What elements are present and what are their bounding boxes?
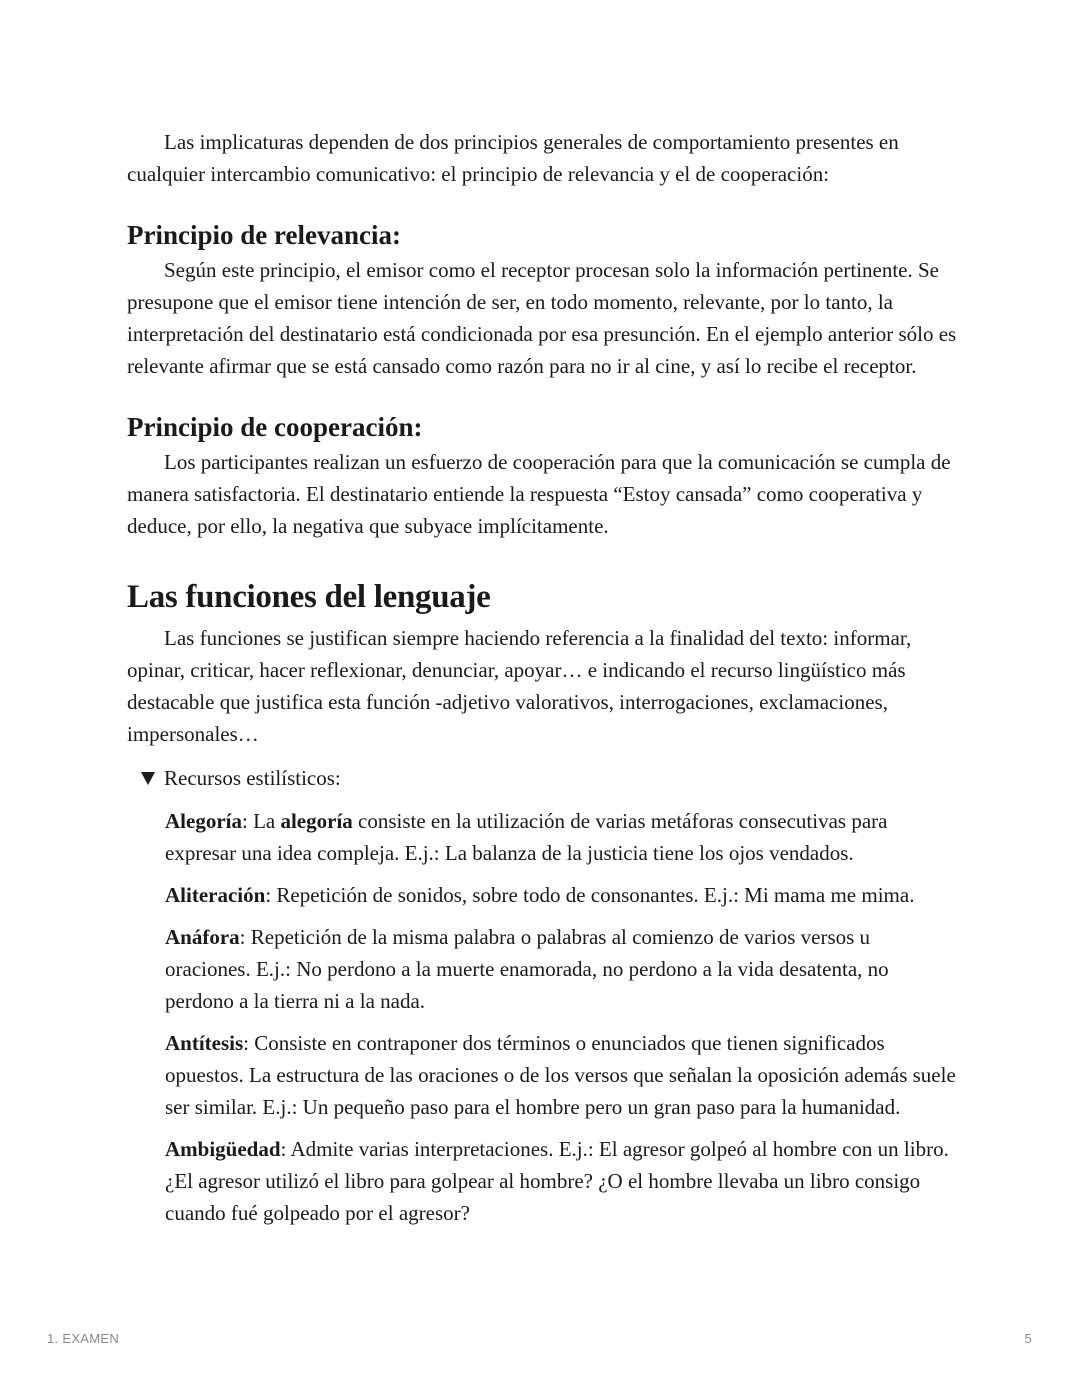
funciones-paragraph: Las funciones se justifican siempre haciendo referencia a la finalidad del texto: informar, opinar, criticar, hacer reflexionar, denunciar, apoyar… e indicando el recurso lingüístico más destacable que justifica esta función -adjetivo valorativos, interrogaciones, exclamaciones, impersonales… — [127, 626, 912, 746]
term-antitesis: Antítesis — [165, 1031, 244, 1055]
recurso-alegoria: Alegoría: La alegoría consiste en la utilización de varias metáforas consecutivas para expresar una idea compleja. E.j.: La balanza de la justicia tiene los ojos vendados. — [165, 809, 888, 865]
term-aliteracion: Aliteración — [165, 883, 266, 907]
recurso-aliteracion: Aliteración: Repetición de sonidos, sobre todo de consonantes. E.j.: Mi mama me mima. — [165, 883, 915, 907]
term-ambiguedad: Ambigüedad — [165, 1137, 281, 1161]
term-alegoria: Alegoría — [165, 809, 242, 833]
cooperacion-paragraph: Los participantes realizan un esfuerzo de cooperación para que la comunicación se cumpla de manera satisfactoria. El destinatario entiende la respuesta “Estoy cansada” como cooperativa y deduce, por ello, la negativa que subyace implícitamente. — [127, 450, 951, 538]
heading-funciones-lenguaje: Las funciones del lenguaje — [127, 579, 491, 615]
heading-principio-relevancia: Principio de relevancia: — [127, 220, 401, 250]
intro-paragraph: Las implicaturas dependen de dos principios generales de comportamiento presentes en cualquier intercambio comunicativo: el principio de relevancia y el de cooperación: — [127, 130, 899, 186]
term-anafora: Anáfora — [165, 925, 240, 949]
recursos-toggle[interactable] — [141, 762, 957, 794]
document-page — [127, 126, 957, 1239]
recurso-anafora: Anáfora: Repetición de la misma palabra o palabras al comienzo de varios versos u oraciones. E.j.: No perdono a la muerte enamorada, no perdono a la vida desatenta, no perdono a la tierra ni a la nada. — [165, 925, 889, 1013]
relevancia-paragraph: Según este principio, el emisor como el receptor procesan solo la información pertinente. Se presupone que el emisor tiene intención de ser, en todo momento, relevante, por lo tanto, la interpretación del destinatario está condicionada por esa presunción. En el ejemplo anterior sólo es relevante afirmar que se está cansado como razón para no ir al cine, y así lo recibe el receptor. — [127, 258, 957, 378]
recurso-antitesis: Antítesis: Consiste en contraponer dos términos o enunciados que tienen significados opuestos. La estructura de las oraciones o de los versos que señalan la oposición además suele ser similar. E.j.: Un pequeño paso para el hombre pero un gran paso para la humanidad. — [165, 1031, 956, 1119]
heading-principio-cooperacion: Principio de cooperación: — [127, 412, 423, 442]
recursos-list — [165, 805, 957, 1229]
recursos-toggle-label: Recursos estilísticos: — [164, 766, 341, 790]
triangle-down-icon[interactable] — [141, 772, 155, 785]
footer-page-number: 5 — [1024, 1331, 1032, 1346]
footer-section-label: 1. EXAMEN — [47, 1331, 120, 1346]
recurso-ambiguedad: Ambigüedad: Admite varias interpretaciones. E.j.: El agresor golpeó al hombre con un libro. ¿El agresor utilizó el libro para golpear al hombre? ¿O el hombre llevaba un libro consigo cuando fué golpeado por el agresor? — [165, 1137, 949, 1225]
bold-alegoria: alegoría — [280, 809, 353, 833]
